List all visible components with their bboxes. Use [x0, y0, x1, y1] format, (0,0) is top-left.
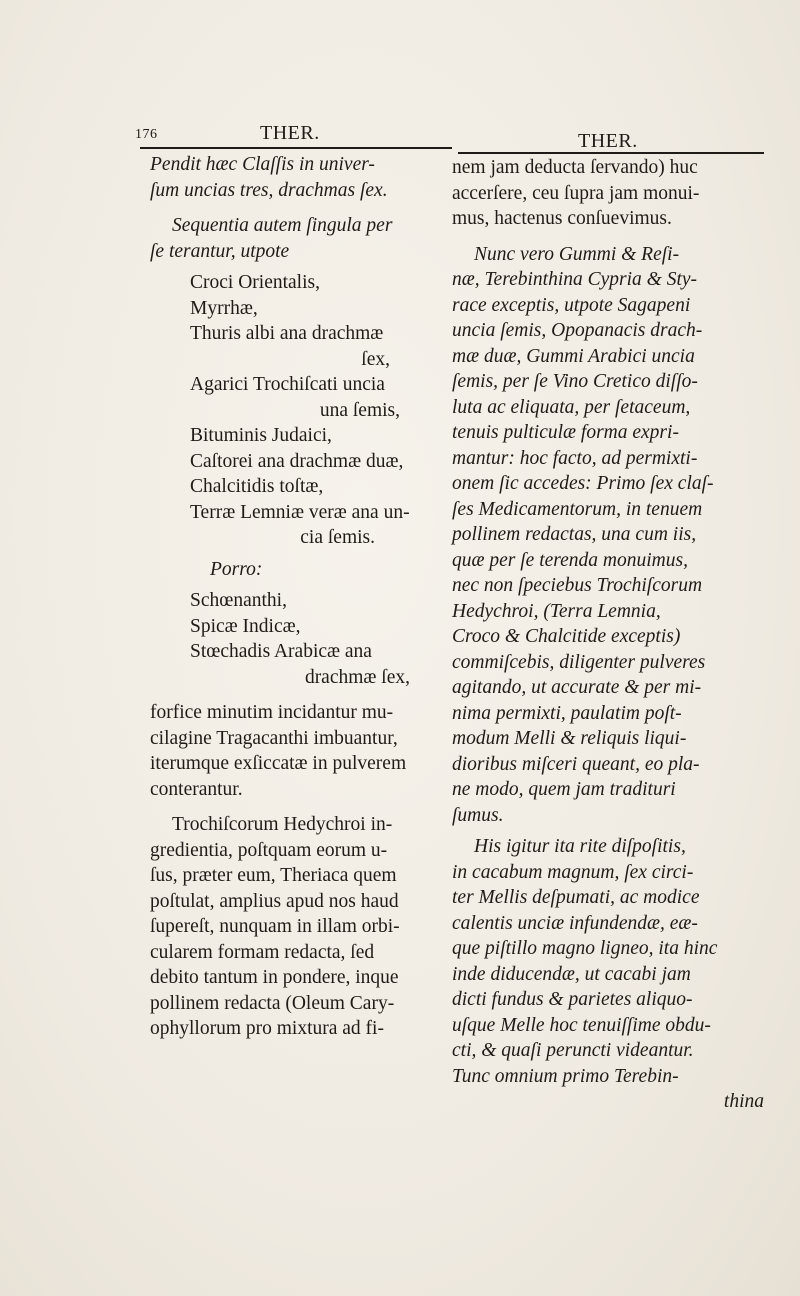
- text-line: dicti fundus & parietes aliquo-: [452, 989, 693, 1010]
- header-rule-right: [458, 152, 764, 154]
- text-line: ſus, præter eum, Theriaca quem: [150, 865, 397, 886]
- text-line: ſe terantur, utpote: [150, 240, 290, 262]
- text-line: dioribus miſceri queant, eo pla-: [452, 753, 700, 775]
- text-line: iterumque exſiccatæ in pulverem: [150, 753, 407, 774]
- text-line: quæ per ſe terenda monuimus,: [452, 549, 688, 571]
- page-number: 176: [135, 127, 158, 142]
- catchword: thina: [723, 1091, 764, 1112]
- text-line: Porro:: [210, 558, 263, 580]
- text-line: modum Melli & reliquis liqui-: [452, 728, 687, 749]
- text-line: Caſtorei ana drachmæ duæ,: [190, 450, 404, 472]
- text-line: nima permixti, paulatim poſt-: [452, 702, 682, 724]
- text-line: onem ſic accedes: Primo ſex claſ-: [452, 473, 714, 494]
- text-line: ne modo, quem jam tradituri: [452, 779, 676, 800]
- text-line: agitando, ut accurate & per mi-: [452, 677, 702, 698]
- text-line: Tunc omnium primo Terebin-: [452, 1065, 679, 1087]
- text-line: forfice minutim incidantur mu-: [150, 702, 394, 723]
- text-line: ter Mellis deſpumati, ac modice: [452, 887, 700, 908]
- text-line: Terræ Lemniæ veræ ana un-: [190, 501, 410, 523]
- text-line: Nunc vero Gummi & Reſi-: [474, 243, 680, 265]
- text-line: mus, hactenus conſuevimus.: [452, 208, 672, 229]
- text-line: ſemis, per ſe Vino Cretico diſſo-: [452, 371, 698, 392]
- text-line: Myrrhæ,: [190, 297, 258, 319]
- text-line: ſupereſt, nunquam in illam orbi-: [150, 916, 400, 937]
- text-line: ſumus.: [452, 804, 504, 826]
- text-line: conterantur.: [150, 778, 243, 800]
- text-line: Stœchadis Arabicæ ana: [190, 641, 372, 662]
- text-line: Spicæ Indicæ,: [190, 615, 301, 637]
- text-line: ſum uncias tres, drachmas ſex.: [150, 179, 388, 201]
- text-line: His igitur ita rite diſpoſitis,: [474, 836, 686, 857]
- text-line: Sequentia autem ſingula per: [172, 215, 393, 236]
- right-running-title: THER.: [578, 130, 638, 152]
- text-line: Croci Orientalis,: [190, 272, 320, 293]
- text-line: nem jam deducta ſervando) huc: [452, 157, 698, 178]
- text-line: ſex,: [361, 348, 390, 370]
- text-line: cularem formam redacta, ſed: [150, 941, 375, 963]
- text-line: inde diducendæ, ut cacabi jam: [452, 963, 691, 985]
- text-line: uncia ſemis, Opopanacis drach-: [452, 320, 703, 341]
- text-line: Chalcitidis toſtæ,: [190, 476, 324, 497]
- right-column: [452, 155, 764, 1115]
- text-line: cilagine Tragacanthi imbuantur,: [150, 727, 398, 749]
- text-line: tenuis pulticulæ forma expri-: [452, 422, 679, 443]
- text-line: una ſemis,: [319, 399, 400, 421]
- text-line: cti, & quaſi peruncti videantur.: [452, 1040, 694, 1061]
- text-line: luta ac eliquata, per ſetaceum,: [452, 396, 691, 418]
- text-line: pollinem redactas, una cum iis,: [452, 524, 697, 545]
- text-line: pollinem redacta (Oleum Cary-: [150, 992, 395, 1014]
- text-line: que piſtillo magno ligneo, ita hinc: [452, 938, 718, 959]
- text-line: ſes Medicamentorum, in tenuem: [452, 498, 703, 520]
- text-line: in cacabum magnum, ſex circi-: [452, 861, 694, 883]
- text-line: mæ duæ, Gummi Arabici uncia: [452, 345, 695, 367]
- text-line: accerſere, ceu ſupra jam monui-: [452, 182, 700, 204]
- text-line: næ, Terebinthina Cypria & Sty-: [452, 269, 698, 290]
- text-line: nec non ſpeciebus Trochiſcorum: [452, 575, 703, 596]
- text-line: cia ſemis.: [300, 527, 375, 548]
- text-line: ophyllorum pro mixtura ad fi-: [150, 1018, 384, 1039]
- text-line: Trochiſcorum Hedychroi in-: [172, 814, 393, 835]
- text-line: drachmæ ſex,: [304, 666, 410, 688]
- text-line: Thuris albi ana drachmæ: [190, 323, 384, 344]
- left-column: [150, 152, 450, 1042]
- text-line: mantur: hoc facto, ad permixti-: [452, 447, 698, 469]
- text-line: Hedychroi, (Terra Lemnia,: [452, 600, 661, 622]
- text-line: Agarici Trochiſcati uncia: [190, 374, 385, 395]
- text-line: Schœnanthi,: [190, 590, 287, 611]
- text-line: Pendit hæc Claſſis in univer-: [150, 154, 375, 175]
- text-line: race exceptis, utpote Sagapeni: [452, 294, 691, 316]
- text-line: debito tantum in pondere, inque: [150, 967, 399, 988]
- text-line: uſque Melle hoc tenuiſſime obdu-: [452, 1014, 711, 1036]
- text-line: commiſcebis, diligenter pulveres: [452, 651, 706, 673]
- text-line: Bituminis Judaici,: [190, 425, 332, 446]
- text-line: gredientia, poſtquam eorum u-: [150, 839, 388, 861]
- text-line: poſtulat, amplius apud nos haud: [150, 890, 399, 912]
- text-line: Croco & Chalcitide exceptis): [452, 626, 681, 647]
- header-rule-left: [140, 147, 452, 149]
- text-line: calentis unciæ infundendæ, eæ-: [452, 912, 698, 934]
- left-running-title: THER.: [260, 122, 320, 144]
